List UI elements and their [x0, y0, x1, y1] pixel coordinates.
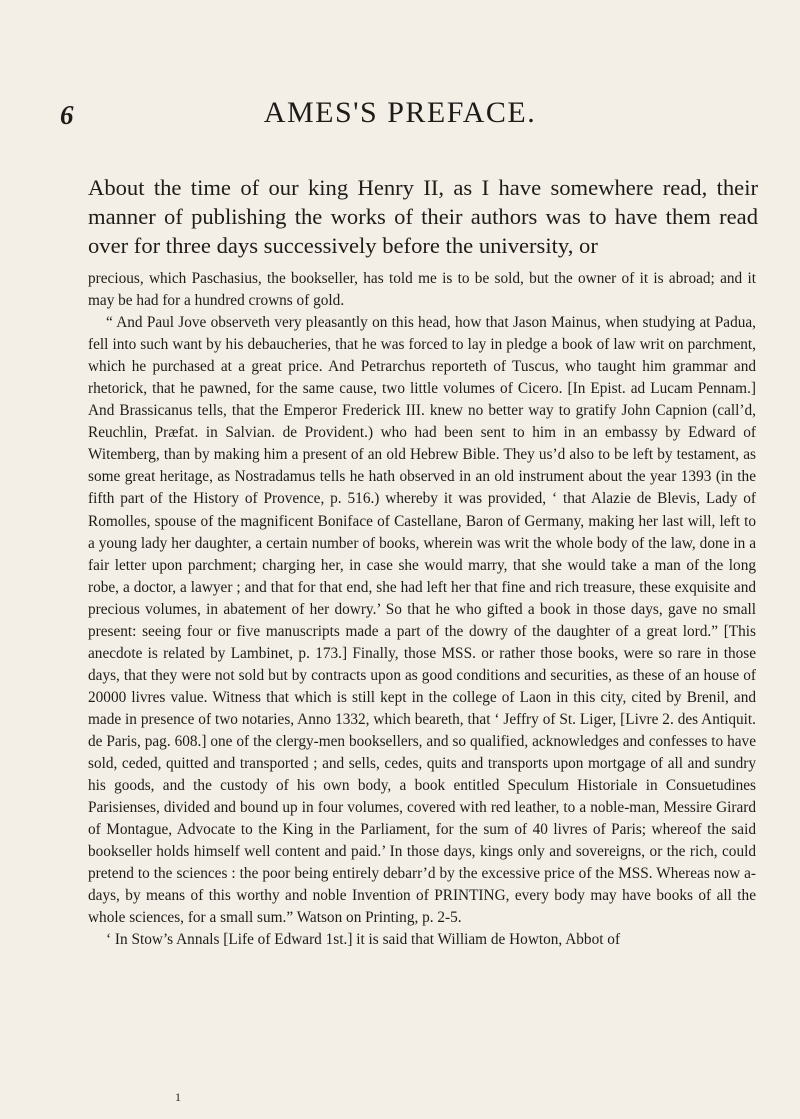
- running-title: AMES'S PREFACE.: [263, 96, 537, 129]
- paragraph: ‘ In Stow’s Annals [Life of Edward 1st.] it is said that William de Howton, Abbot of: [106, 931, 621, 949]
- paragraph: precious, which Paschasius, the bookseller, has told me is to be sold, but the owner of it is abroad; and it may be had for a hundred crowns of gold.: [88, 270, 756, 310]
- large-type-passage: About the time of our king Henry II, as I have somewhere read, their manner of publishing the works of their authors was to have them read over for three days successively before the university, or: [88, 175, 758, 258]
- page-number: 6: [60, 100, 74, 130]
- signature-mark: 1: [175, 1090, 181, 1104]
- paragraph: “ And Paul Jove observeth very pleasantly on this head, how that Jason Mainus, when studying at Padua, fell into such want by his debaucheries, that he was forced to lay in pledge a book of law writ on parchment, which he purchased at a great price. And Petrarchus reporteth of Tuscus, who taught him grammar and rhetorick, that he pawned, for the same cause, two little volumes of Cicero. [In Epist. ad Lucam Pennam.] And Brassicanus tells, that the Emperor Frederick III. knew no better way to gratify John Capnion (call’d, Reuchlin, Præfat. in Salvian. de Provident.) who had been sent to him in an embassy by Edward of Witemberg, than by making him a present of an old Hebrew Bible. They us’d also to be left by testament, as some great heritage, as Nostradamus tells he hath observed in an old instrument about the year 1393 (in the fifth part of the History of Provence, p. 516.) whereby it was provided, ‘ that Alazie de Blevis, Lady of Romolles, spouse of the magnificent Boniface of Castellane, Baron of Germany, making her last will, left to a young lady her daughter, a certain number of books, wherein was writ the whole body of the law, done in a fair letter upon parchment; charging her, in case she would marry, that she would take a man of the long robe, a doctor, a lawyer ; and that for that end, she had left her that fine and rich treasure, these exquisite and precious volumes, in abatement of her dowry.’ So that he who gifted a book in those days, gave no small present: seeing four or five manuscripts made a part of the dowry of the daughter of a great lord.” [This anecdote is related by Lambinet, p. 173.] Finally, those MSS. or rather those books, were so rare in those days, that they were not sold but by contracts upon as good conditions and securities, as these of an house of 20000 livres value. Witness that which is still kept in the college of Laon in this city, cited by Brenil, and made in presence of two notaries, Anno 1332, which beareth, that ‘ Jeffry of St. Liger, [Livre 2. des Antiquit. de Paris, pag. 608.] one of the clergy-men booksellers, and so qualified, acknowledges and confesses to have sold, ceded, quitted and transported ; and sells, cedes, quits and transports upon mortgage of all and sundry his goods, and the custody of his own body, a book entitled Speculum Historiale in Consuetudines Parisienses, divided and bound up in four volumes, covered with red leather, to a noble-man, Messire Girard of Montague, Advocate to the King in the Parliament, for the sum of 40 livres of Paris; whereof the said bookseller holds himself well content and paid.’ In those days, kings only and sovereigns, or the rich, could pretend to the sciences : the poor being entirely debarr’d by the excessive price of the MSS. Whereas now a-days, by means of this worthy and noble Invention of PRINTING, every body may have books of all the whole sciences, for a small sum.” Watson on Printing, p. 2-5.: [88, 314, 756, 927]
- body-text: [88, 268, 756, 951]
